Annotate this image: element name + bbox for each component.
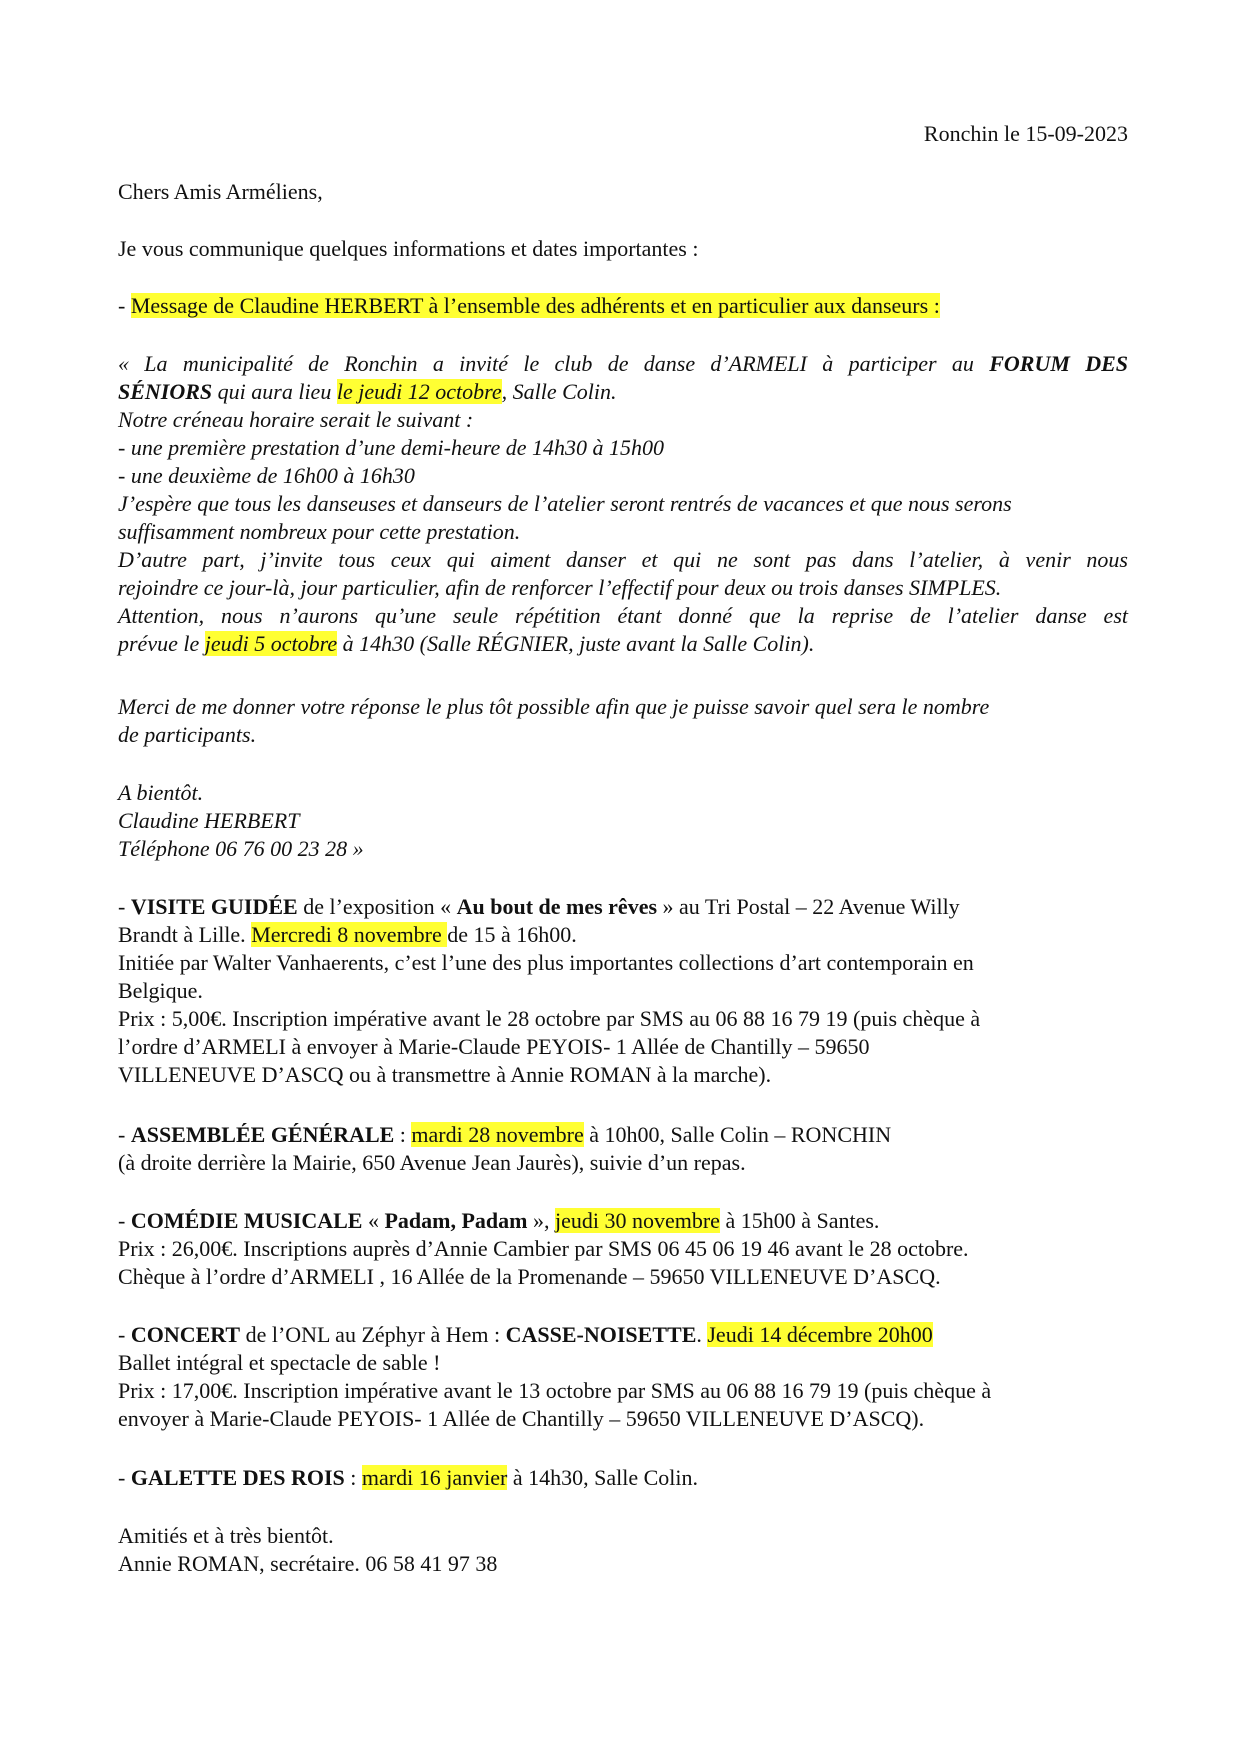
closing-signature: Annie ROMAN, secrétaire. 06 58 41 97 38 [118,1551,498,1576]
section-line: VILLENEUVE D’ASCQ ou à transmettre à Annie ROMAN à la marche). [118,1062,772,1087]
visite-section [118,893,1128,1089]
section-heading: - CONCERT de l’ONL au Zéphyr à Hem : CASSE-NOISETTE. Jeudi 14 décembre 20h00 [118,1322,933,1347]
section-line: Prix : 5,00€. Inscription impérative avant le 28 octobre par SMS au 06 88 16 79 19 (puis chèque à [118,1006,981,1031]
message-line: suffisamment nombreux pour cette prestation. [118,519,521,544]
section-heading: - VISITE GUIDÉE de l’exposition « Au bout de mes rêves » au Tri Postal – 22 Avenue Willy [118,894,960,919]
section-line: Prix : 26,00€. Inscriptions auprès d’Annie Cambier par SMS 06 45 06 19 46 avant le 28 octobre. [118,1236,969,1261]
section-line: Brandt à Lille. Mercredi 8 novembre de 15 à 16h00. [118,922,577,947]
message-line: J’espère que tous les danseuses et danseurs de l’atelier seront rentrés de vacances et que nous serons [118,491,1012,516]
section-line: envoyer à Marie-Claude PEYOIS- 1 Allée de Chantilly – 59650 VILLENEUVE D’ASCQ). [118,1406,925,1431]
galette-section [118,1464,1128,1492]
signature-line: Téléphone 06 76 00 23 28 » [118,836,364,861]
section-heading: - COMÉDIE MUSICALE « Padam, Padam », jeudi 30 novembre à 15h00 à Santes. [118,1208,880,1233]
message-line: rejoindre ce jour-là, jour particulier, afin de renforcer l’effectif pour deux ou trois danses SIMPLES. [118,575,1002,600]
date-highlight: Jeudi 14 décembre 20h00 [707,1322,933,1347]
place-date: Ronchin le 15-09-2023 [923,121,1128,146]
section-line: Chèque à l’ordre d’ARMELI , 16 Allée de la Promenande – 59650 VILLENEUVE D’ASCQ. [118,1264,941,1289]
section-line: l’ordre d’ARMELI à envoyer à Marie-Claude PEYOIS- 1 Allée de Chantilly – 59650 [118,1034,870,1059]
assemblee-section [118,1121,1128,1177]
section-line: Initiée par Walter Vanhaerents, c’est l’une des plus importantes collections d’art contemporain en [118,950,974,975]
section-line: Ballet intégral et spectacle de sable ! [118,1350,441,1375]
message-line: Attention, nous n’aurons qu’une seule répétition étant donné que la reprise de l’atelier danse est [118,603,1128,628]
message-line: D’autre part, j’invite tous ceux qui aiment danser et qui ne sont pas dans l’atelier, à venir nous [118,547,1128,572]
message-line: Notre créneau horaire serait le suivant : [118,407,474,432]
section-line: Belgique. [118,978,203,1003]
message-heading-text: Message de Claudine HERBERT à l’ensemble des adhérents et en particulier aux danseurs : [130,293,940,318]
claudine-message [118,350,1128,658]
section-heading: - ASSEMBLÉE GÉNÉRALE : mardi 28 novembre à 10h00, Salle Colin – RONCHIN [118,1122,892,1147]
message-line: - une première prestation d’une demi-heure de 14h30 à 15h00 [118,435,665,460]
message-signature [118,779,1128,863]
date-highlight: jeudi 5 octobre [204,631,338,656]
message-line: SÉNIORS qui aura lieu le jeudi 12 octobre, Salle Colin. [118,379,617,404]
intro-text: Je vous communique quelques informations et dates importantes : [118,236,699,261]
closing-line: Amitiés et à très bientôt. [118,1523,334,1548]
salutation: Chers Amis Arméliens, [118,179,323,204]
message-line: « La municipalité de Ronchin a invité le club de danse d’ARMELI à participer au FORUM DES [118,351,1128,376]
signature-line: Claudine HERBERT [118,808,300,833]
message-line: prévue le jeudi 5 octobre à 14h30 (Salle RÉGNIER, juste avant la Salle Colin). [118,631,815,656]
date-highlight: Mercredi 8 novembre [251,922,448,947]
comedie-section [118,1207,1128,1291]
message-heading: - Message de Claudine HERBERT à l’ensemble des adhérents et en particulier aux danseurs : [118,293,940,318]
date-highlight: le jeudi 12 octobre [336,379,502,404]
section-heading: - GALETTE DES ROIS : mardi 16 janvier à 14h30, Salle Colin. [118,1465,698,1490]
date-highlight: mardi 28 novembre [411,1122,584,1147]
closing [118,1522,1128,1578]
section-line: Prix : 17,00€. Inscription impérative avant le 13 octobre par SMS au 06 88 16 79 19 (puis chèque à [118,1378,992,1403]
message-line: de participants. [118,722,257,747]
message-line: - une deuxième de 16h00 à 16h30 [118,463,415,488]
signature-line: A bientôt. [118,780,204,805]
section-line: (à droite derrière la Mairie, 650 Avenue Jean Jaurès), suivie d’un repas. [118,1150,746,1175]
concert-section [118,1321,1128,1433]
date-highlight: mardi 16 janvier [361,1465,508,1490]
date-highlight: jeudi 30 novembre [554,1208,720,1233]
message-closing [118,693,1128,749]
message-line: Merci de me donner votre réponse le plus tôt possible afin que je puisse savoir quel sera le nombre [118,694,990,719]
